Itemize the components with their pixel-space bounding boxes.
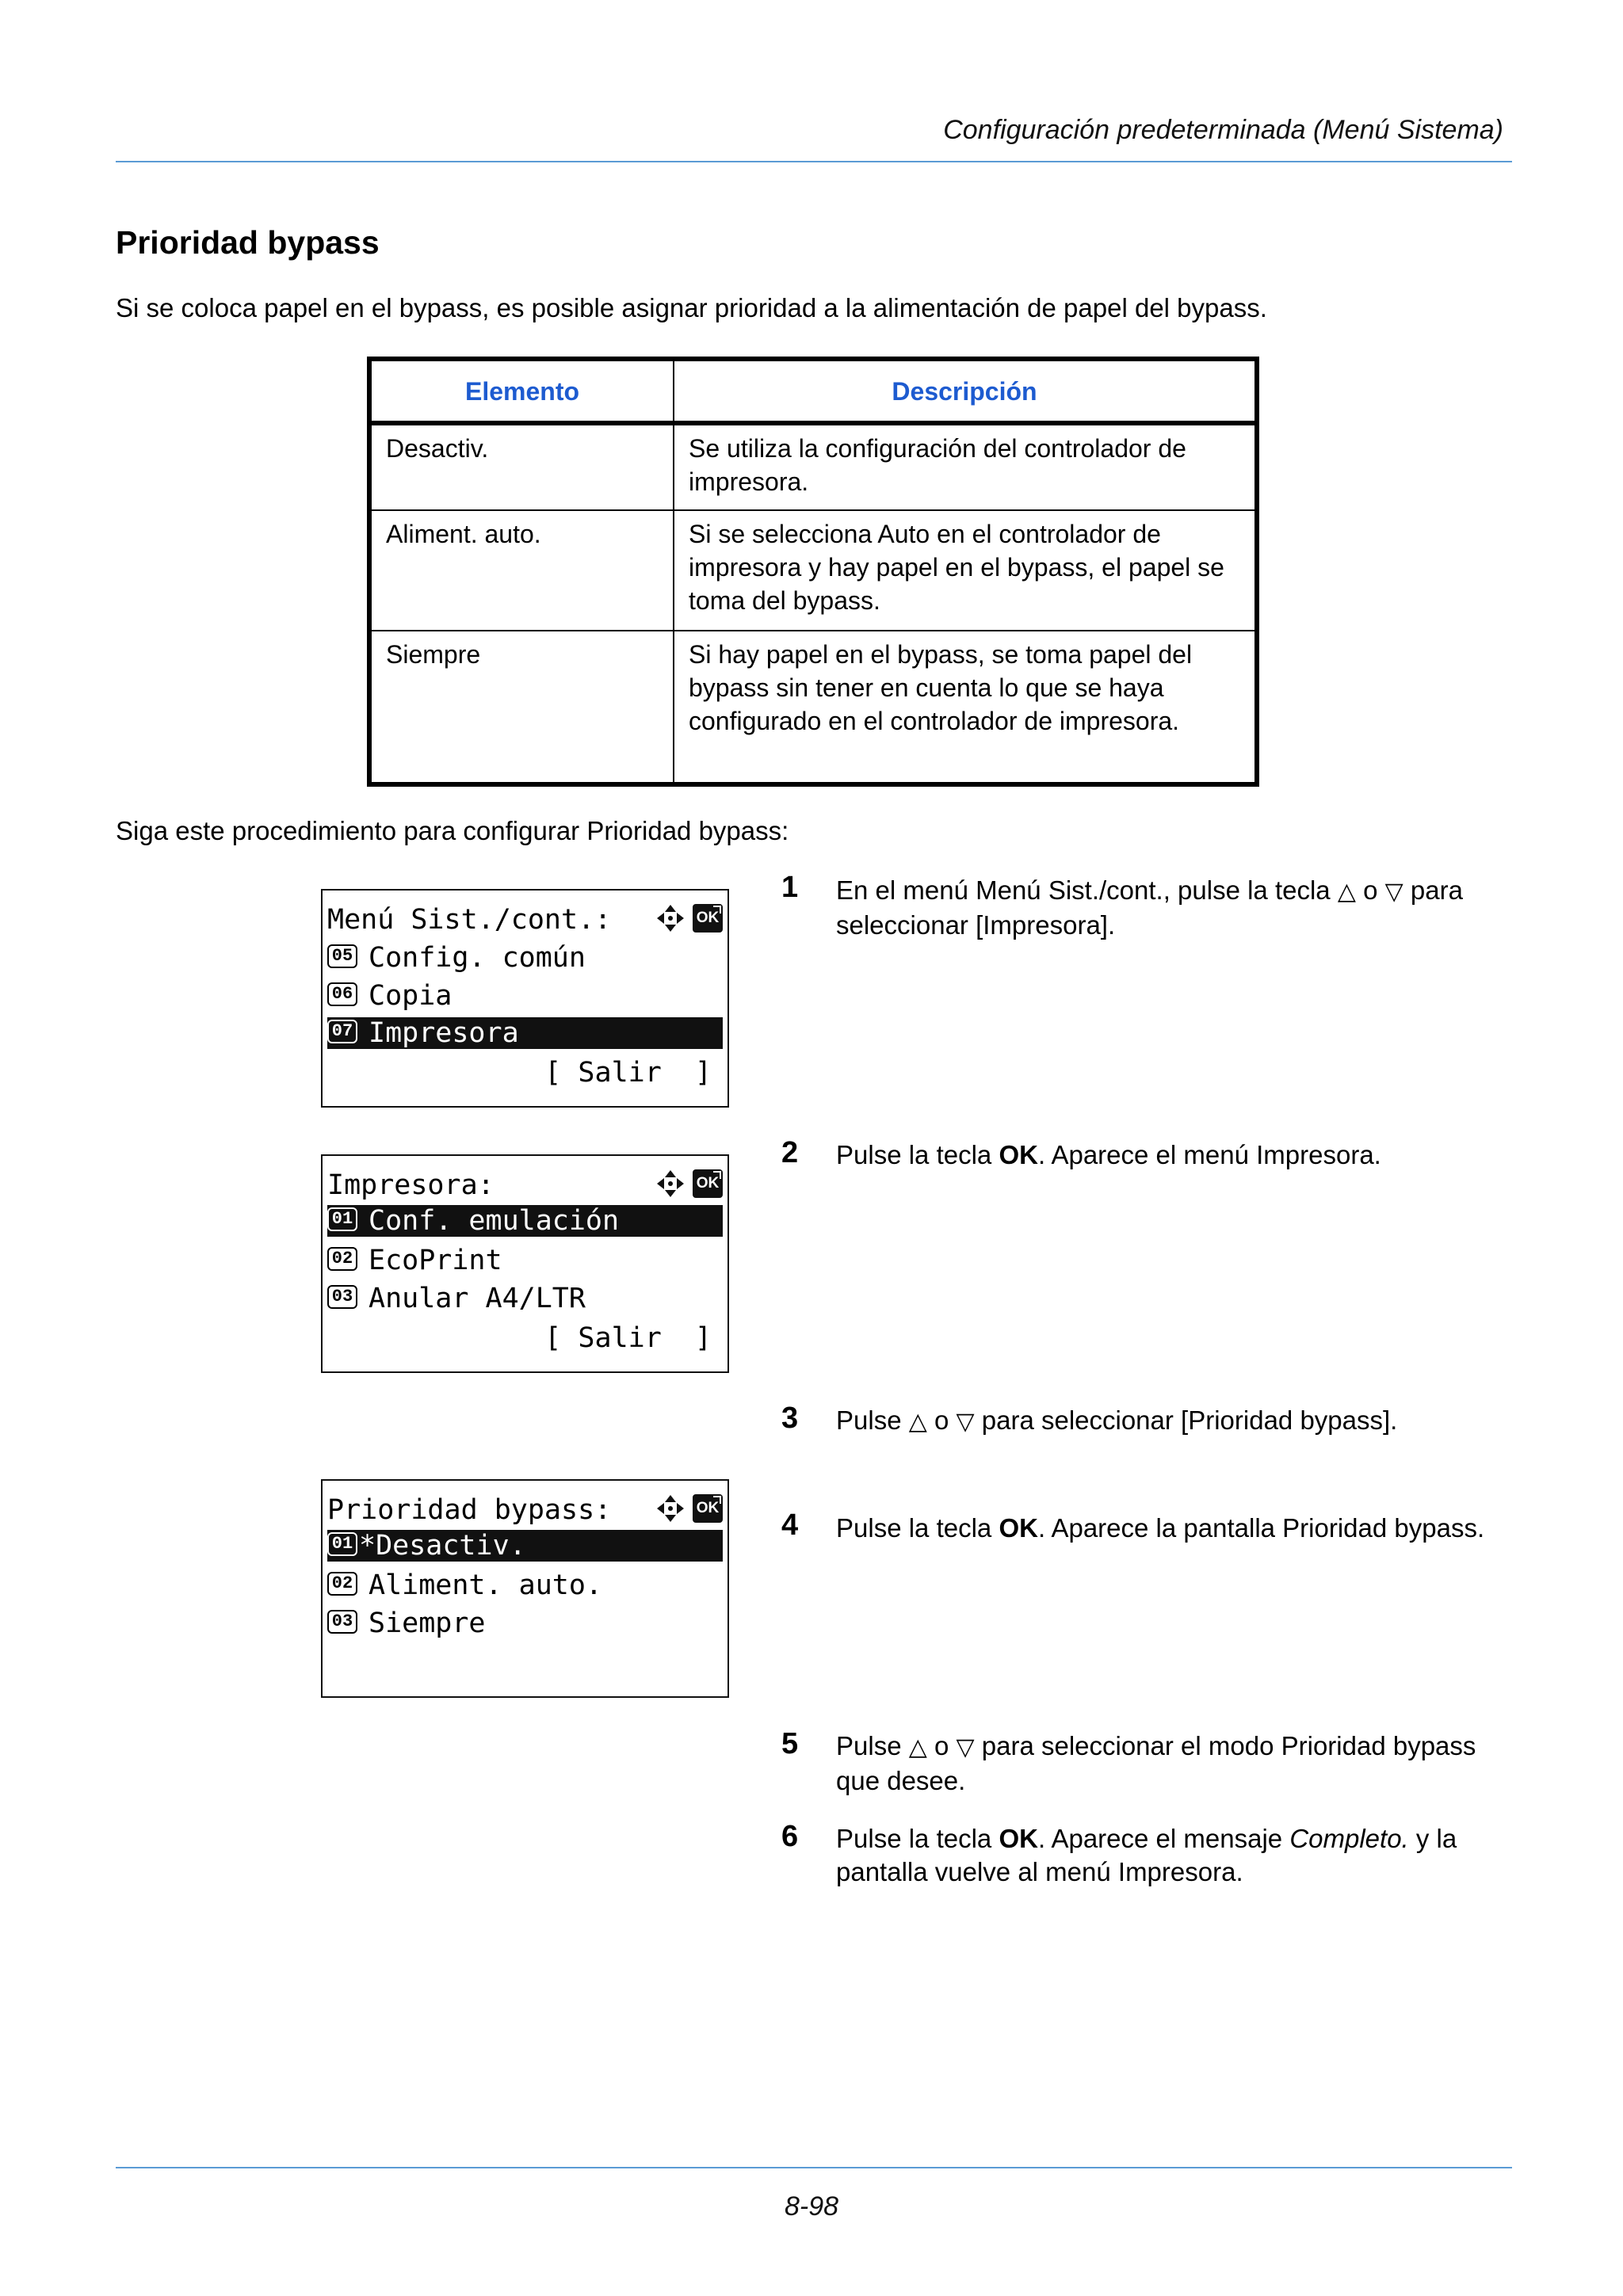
table-row bbox=[369, 631, 1257, 784]
lcd-item-label: Config. común bbox=[369, 942, 586, 974]
step-text: Pulse la tecla OK. Aparece el mensaje Completo. y la pantalla vuelve al menú Impresora. bbox=[836, 1824, 1457, 1886]
item-number-badge: 03 bbox=[327, 1610, 357, 1634]
table-cell-item: Desactiv. bbox=[369, 423, 674, 510]
lcd-screen-printer-menu bbox=[321, 1154, 729, 1373]
table-header-element: Elemento bbox=[369, 359, 674, 423]
lcd-menu-item bbox=[327, 1608, 723, 1639]
step-number: 5 bbox=[781, 1727, 799, 1760]
lcd-item-label: Siempre bbox=[369, 1608, 486, 1639]
item-number-badge: 02 bbox=[327, 1247, 357, 1271]
step-text: En el menú Menú Sist./cont., pulse la tecla △ o ▽ para seleccionar [Impresora]. bbox=[836, 875, 1463, 940]
lcd-menu-item bbox=[327, 1569, 723, 1601]
lcd-item-label: Aliment. auto. bbox=[369, 1569, 603, 1601]
table-header-row bbox=[369, 359, 1257, 423]
lcd-title: Prioridad bypass: bbox=[327, 1494, 612, 1526]
ok-key-icon: OK bbox=[693, 1494, 723, 1523]
lcd-icons bbox=[647, 902, 723, 934]
lcd-item-label: Copia bbox=[369, 980, 453, 1012]
step-number: 3 bbox=[781, 1402, 799, 1435]
lcd-menu-item bbox=[327, 1245, 723, 1276]
step-number: 2 bbox=[781, 1136, 799, 1169]
lcd-title: Impresora: bbox=[327, 1169, 495, 1201]
up-arrow-key-icon: △ bbox=[908, 1734, 927, 1760]
step-text: Pulse la tecla OK. Aparece el menú Impresora. bbox=[836, 1140, 1381, 1169]
procedure-intro: Siga este procedimiento para configurar Prioridad bypass: bbox=[116, 816, 789, 845]
lcd-exit-softkey: [ Salir ] bbox=[544, 1057, 712, 1089]
header-rule bbox=[116, 161, 1512, 162]
table-row bbox=[369, 423, 1257, 510]
step-text: Pulse △ o ▽ para seleccionar [Prioridad bypass]. bbox=[836, 1405, 1398, 1435]
table-header-description: Descripción bbox=[674, 359, 1257, 423]
step-text: Pulse △ o ▽ para seleccionar el modo Prioridad bypass que desee. bbox=[836, 1731, 1476, 1795]
step-number: 4 bbox=[781, 1508, 799, 1542]
ok-key-icon: OK bbox=[693, 904, 723, 933]
footer-rule bbox=[116, 2167, 1512, 2168]
lcd-exit-softkey: [ Salir ] bbox=[544, 1322, 712, 1354]
lcd-screen-system-menu bbox=[321, 889, 729, 1108]
table-row bbox=[369, 510, 1257, 631]
lcd-menu-item bbox=[327, 980, 723, 1012]
lcd-menu-item-selected bbox=[327, 1530, 723, 1562]
up-arrow-key-icon: △ bbox=[908, 1409, 927, 1435]
lcd-icons bbox=[647, 1168, 723, 1199]
section-title: Prioridad bypass bbox=[116, 224, 380, 261]
table-cell-description: Si hay papel en el bypass, se toma papel del bypass sin tener en cuenta lo que se haya configurado en el controlador de impresora. bbox=[674, 631, 1257, 784]
lcd-item-label: *Desactiv. bbox=[359, 1530, 526, 1562]
lcd-item-label: Impresora bbox=[369, 1017, 519, 1049]
four-way-arrows-icon bbox=[655, 1493, 686, 1524]
running-header: Configuración predeterminada (Menú Sistema) bbox=[943, 115, 1503, 145]
ok-key-label: OK bbox=[999, 1140, 1038, 1169]
table-cell-description: Se utiliza la configuración del controlador de impresora. bbox=[689, 434, 1186, 496]
lcd-item-label: EcoPrint bbox=[369, 1245, 502, 1276]
item-number-badge: 01 bbox=[327, 1207, 357, 1231]
step-number: 6 bbox=[781, 1820, 799, 1853]
lcd-item-label: Conf. emulación bbox=[369, 1205, 620, 1237]
lcd-icons bbox=[647, 1493, 723, 1524]
item-number-badge: 06 bbox=[327, 982, 357, 1006]
section-intro: Si se coloca papel en el bypass, es posible asignar prioridad a la alimentación de papel del bypass. bbox=[116, 293, 1267, 322]
lcd-menu-item-selected bbox=[327, 1205, 723, 1237]
ok-key-icon: OK bbox=[693, 1169, 723, 1198]
down-arrow-key-icon: ▽ bbox=[956, 1734, 975, 1760]
ok-key-label: OK bbox=[999, 1513, 1038, 1543]
step-number: 1 bbox=[781, 871, 799, 904]
four-way-arrows-icon bbox=[655, 1168, 686, 1199]
lcd-menu-item-selected bbox=[327, 1017, 723, 1049]
ok-key-label: OK bbox=[999, 1824, 1038, 1853]
options-table bbox=[367, 357, 1259, 787]
down-arrow-key-icon: ▽ bbox=[956, 1409, 975, 1435]
item-number-badge: 02 bbox=[327, 1572, 357, 1596]
table-cell-item: Aliment. auto. bbox=[369, 510, 674, 631]
lcd-title: Menú Sist./cont.: bbox=[327, 904, 612, 936]
table-cell-description: Si se selecciona Auto en el controlador de impresora y hay papel en el bypass, el papel se toma del bypass. bbox=[674, 510, 1257, 631]
item-number-badge: 01 bbox=[327, 1532, 357, 1556]
down-arrow-key-icon: ▽ bbox=[1384, 879, 1403, 905]
page-number: 8-98 bbox=[784, 2191, 839, 2222]
lcd-menu-item bbox=[327, 942, 723, 974]
lcd-menu-item bbox=[327, 1283, 723, 1314]
step-text: Pulse la tecla OK. Aparece la pantalla Prioridad bypass. bbox=[836, 1513, 1485, 1543]
four-way-arrows-icon bbox=[655, 902, 686, 934]
lcd-item-label: Anular A4/LTR bbox=[369, 1283, 586, 1314]
item-number-badge: 03 bbox=[327, 1285, 357, 1309]
item-number-badge: 07 bbox=[327, 1020, 357, 1043]
message-text: Completo. bbox=[1289, 1824, 1409, 1853]
lcd-screen-bypass-priority bbox=[321, 1479, 729, 1698]
item-number-badge: 05 bbox=[327, 944, 357, 968]
up-arrow-key-icon: △ bbox=[1337, 879, 1356, 905]
table-cell-item: Siempre bbox=[369, 631, 674, 784]
